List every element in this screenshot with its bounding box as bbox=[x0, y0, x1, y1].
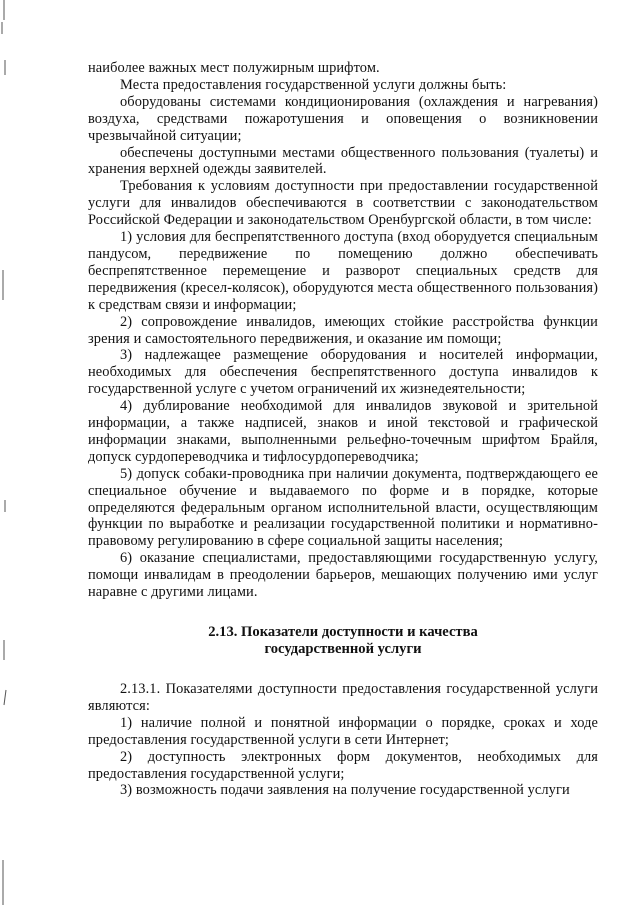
paragraph: наиболее важных мест полужирным шрифтом. bbox=[88, 60, 380, 76]
paragraph: 2.13.1. Показателями доступности предоставления государственной услуги являются: bbox=[88, 681, 598, 714]
paragraph: 1) наличие полной и понятной информации о порядке, сроках и ходе предоставления государственной услуги в сети Интернет; bbox=[88, 714, 598, 748]
document-body bbox=[88, 60, 598, 799]
paragraph: оборудованы системами кондиционирования (охлаждения и нагревания) воздуха, средствами пожаротушения и оповещения о возникновении чрезвычайной ситуации; bbox=[88, 93, 598, 144]
paragraph: 2) доступность электронных форм документов, необходимых для предоставления государственной услуги; bbox=[88, 748, 598, 782]
section-heading-line: 2.13. Показатели доступности и качества bbox=[208, 624, 478, 640]
paragraph: 3) надлежащее размещение оборудования и носителей информации, необходимых для обеспечения беспрепятственного доступа инвалидов к государственной услуге с учетом ограничений их жизнедеятельности; bbox=[88, 347, 598, 398]
section-heading bbox=[88, 624, 598, 658]
section-heading-line: государственной услуги bbox=[264, 641, 422, 657]
paragraph: 1) условия для беспрепятственного доступа (вход оборудуется специальным пандусом, передвижение по помещению должно обеспечивать беспрепятственное перемещение и разворот специальных средств для передвижения (кресел-колясок), оборудуются места общественного пользования) к средствам связи и информации; bbox=[88, 229, 598, 313]
paragraph: 6) оказание специалистами, предоставляющими государственную услугу, помощи инвалидам в преодолении барьеров, мешающих получению ими услуг наравне с другими лицами. bbox=[88, 550, 598, 601]
paragraph: 3) возможность подачи заявления на получение государственной услуги bbox=[120, 782, 570, 799]
paragraph: обеспечены доступными местами общественного пользования (туалеты) и хранения верхней одежды заявителей. bbox=[88, 144, 598, 178]
paragraph: Требования к условиям доступности при предоставлении государственной услуги для инвалидов обеспечиваются в соответствии с законодательством Российской Федерации и законодательством Оренбургской области, в том числе: bbox=[88, 178, 598, 229]
paragraph: 2) сопровождение инвалидов, имеющих стойкие расстройства функции зрения и самостоятельного передвижения, и оказание им помощи; bbox=[88, 313, 598, 347]
paragraph: 5) допуск собаки-проводника при наличии документа, подтверждающего ее специальное обучение и выдаваемого по форме и в порядке, которые определяются федеральным органом исполнительной власти, осуществляющим функции по выработке и реализации государственной политики и нормативно-правовому регулированию в сфере социальной защиты населения; bbox=[88, 465, 598, 550]
paragraph: 4) дублирование необходимой для инвалидов звуковой и зрительной информации, а также надписей, знаков и иной текстовой и графической информации знаками, выполненными рельефно-точечным шрифтом Брайля, допуск сурдопереводчика и тифлосурдопереводчика; bbox=[88, 398, 598, 465]
scan-margin-marks bbox=[0, 0, 14, 905]
paragraph: Места предоставления государственной услуги должны быть: bbox=[120, 76, 507, 93]
